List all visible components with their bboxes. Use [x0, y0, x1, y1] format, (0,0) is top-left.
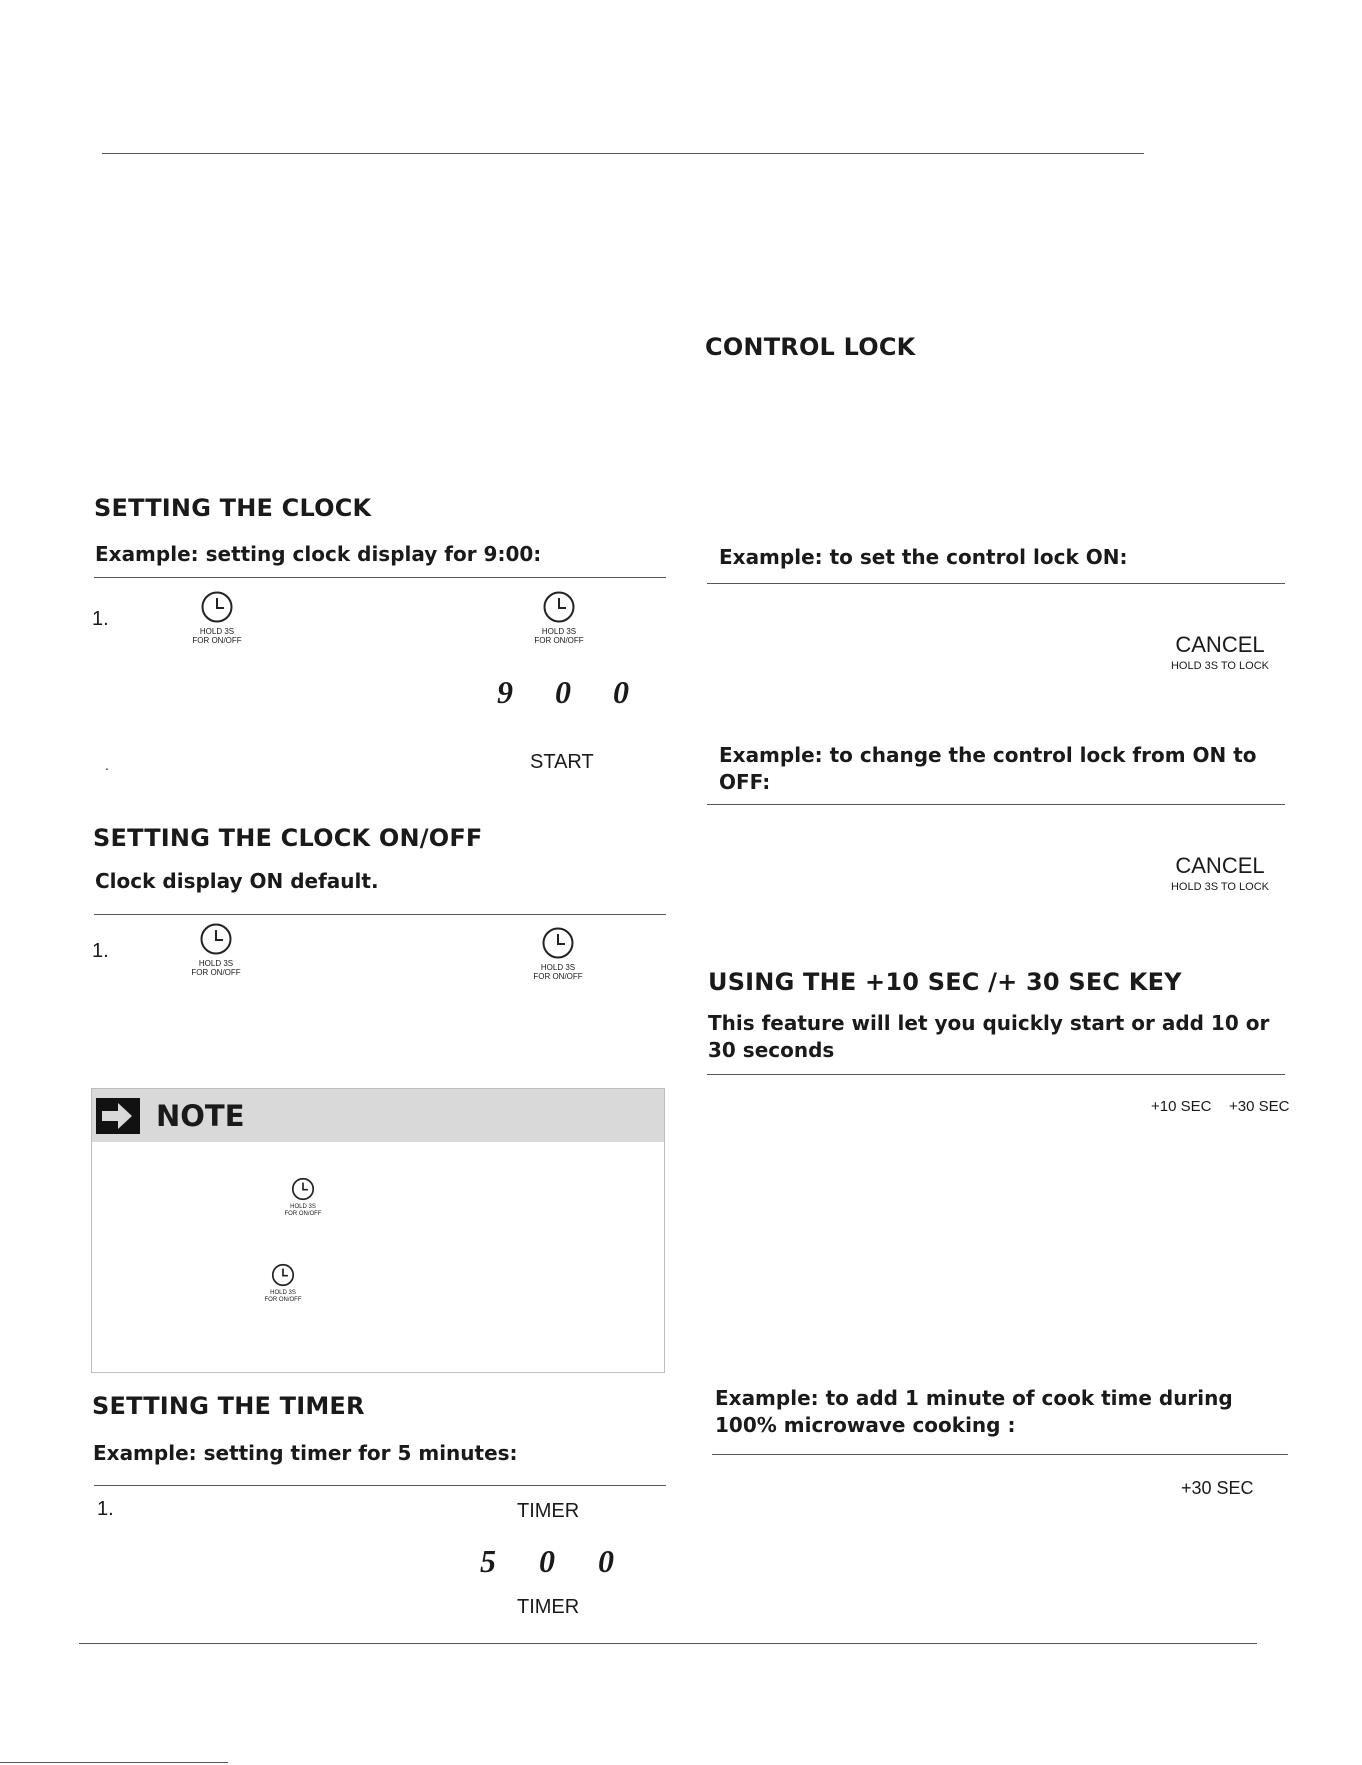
control-lock-rule-1 [707, 583, 1285, 584]
clock-key-2[interactable] [519, 590, 599, 645]
cancel-key-sublabel: HOLD 3S TO LOCK [1170, 660, 1270, 672]
header-rule [102, 153, 1144, 154]
timer-digit-0a[interactable]: 0 [539, 1543, 555, 1579]
quick-start-rule [707, 1074, 1285, 1075]
note-title: NOTE [156, 1099, 245, 1133]
clock-icon [291, 1177, 315, 1201]
clock-key-label: HOLD 3S FOR ON/OFF [264, 1290, 302, 1303]
clock-onoff-subtitle: Clock display ON default. [95, 869, 379, 893]
clock-icon [200, 590, 234, 624]
timer-step-1: 1. [97, 1498, 114, 1520]
setting-clock-title: SETTING THE CLOCK [94, 494, 372, 522]
clock-key-label: HOLD 3S FOR ON/OFF [534, 627, 584, 645]
clock-digit-9[interactable]: 9 [497, 674, 513, 710]
control-lock-title: CONTROL LOCK [705, 333, 916, 361]
cancel-key-label: CANCEL [1175, 632, 1265, 657]
clock-onoff-step-1: 1. [92, 940, 109, 962]
clock-key-1[interactable] [177, 590, 257, 645]
clock-onoff-rule [94, 914, 666, 915]
quick-start-example-rule [712, 1454, 1288, 1455]
clock-key-label: HOLD 3S FOR ON/OFF [533, 963, 583, 981]
plus-30-sec-example-key[interactable]: +30 SEC [1181, 1478, 1254, 1498]
timer-rule [94, 1485, 666, 1486]
footer-rule [79, 1643, 1257, 1644]
cancel-key-1[interactable] [1160, 632, 1280, 672]
clock-icon [542, 590, 576, 624]
clock-icon [271, 1263, 295, 1287]
note-clock-key-2 [253, 1263, 313, 1304]
clock-digit-0b[interactable]: 0 [613, 674, 629, 710]
start-key[interactable]: START [530, 751, 594, 773]
footer-fragment-rule [0, 1762, 228, 1763]
note-box [91, 1088, 665, 1373]
clock-key-label: HOLD 3S FOR ON/OFF [284, 1204, 322, 1217]
plus-10-sec-key[interactable]: +10 SEC [1151, 1098, 1212, 1115]
clock-icon [199, 922, 233, 956]
quick-start-subtitle: This feature will let you quickly start or add 10 or 30 seconds [708, 1011, 1270, 1062]
clock-digit-0a[interactable]: 0 [555, 674, 571, 710]
plus-30-sec-key[interactable]: +30 SEC [1229, 1098, 1290, 1115]
control-lock-rule-2 [707, 804, 1285, 805]
note-clock-key-1 [273, 1177, 333, 1218]
clock-icon [541, 926, 575, 960]
timer-key-2[interactable]: TIMER [517, 1596, 580, 1618]
cancel-key-sublabel: HOLD 3S TO LOCK [1170, 881, 1270, 893]
quick-start-example: Example: to add 1 minute of cook time during 100% microwave cooking : [715, 1386, 1233, 1437]
timer-digit-5[interactable]: 5 [480, 1543, 496, 1579]
timer-key-1[interactable]: TIMER [517, 1500, 580, 1522]
clock-key-label: HOLD 3S FOR ON/OFF [191, 959, 241, 977]
control-lock-example-off: Example: to change the control lock from ON to OFF: [719, 743, 1257, 794]
setting-clock-example: Example: setting clock display for 9:00: [95, 542, 542, 566]
clock-onoff-title: SETTING THE CLOCK ON/OFF [93, 824, 483, 852]
clock-step-1: 1. [92, 608, 109, 630]
clock-key-label: HOLD 3S FOR ON/OFF [192, 627, 242, 645]
control-lock-example-on: Example: to set the control lock ON: [719, 545, 1128, 569]
cancel-key-2[interactable] [1160, 853, 1280, 893]
quick-start-title: USING THE +10 SEC /+ 30 SEC KEY [708, 968, 1182, 996]
timer-digit-0b[interactable]: 0 [598, 1543, 614, 1579]
cancel-key-label: CANCEL [1175, 853, 1265, 878]
arrow-right-icon [96, 1098, 140, 1134]
note-header [92, 1089, 664, 1142]
setting-clock-rule [94, 577, 666, 578]
clock-onoff-key-2[interactable] [518, 926, 598, 981]
clock-step-dot: . [105, 757, 109, 773]
timer-example: Example: setting timer for 5 minutes: [93, 1441, 518, 1465]
timer-title: SETTING THE TIMER [92, 1392, 365, 1420]
clock-onoff-key-1[interactable] [176, 922, 256, 977]
